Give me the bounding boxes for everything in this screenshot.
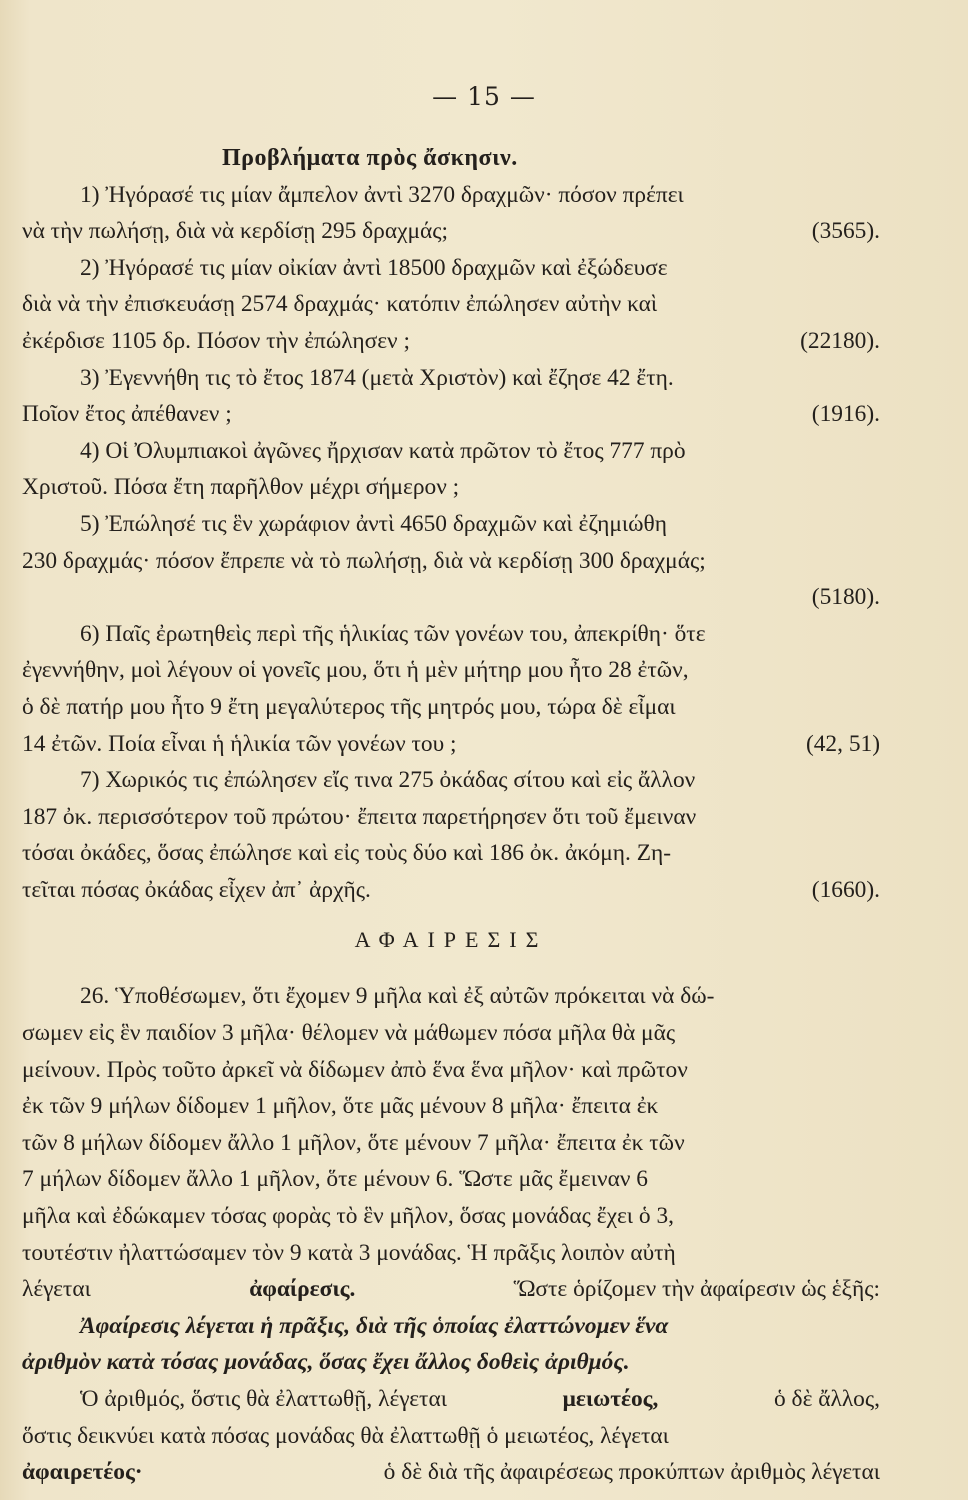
problems-heading-text: Προβλήματα πρὸς ἄσκησιν. [222,145,518,171]
problem-1-line-2: νὰ τὴν πωλήσῃ, διὰ νὰ κερδίσῃ 295 δραχμάς; [22,218,449,245]
problem-2-line-3: ἐκέρδισε 1105 δρ. Πόσον τὴν ἐπώλησεν ; [22,327,410,354]
term-minuend: μειωτέος, [562,1386,659,1412]
text-line [22,177,880,214]
problem-6-line-1: 6) Παῖς ἐρωτηθεὶς περὶ τῆς ἡλικίας τῶν γονέων του, ἀπεκρίθη· ὅτε [80,620,706,647]
page-number: — 15 — [432,82,536,111]
text-line [22,1015,880,1052]
text-line [22,579,880,616]
text-line [22,1088,880,1125]
paragraph-line: 7 μήλων δίδομεν ἄλλο 1 μῆλον, ὅτε μένουν 6. Ὥστε μᾶς ἔμειναν 6 [22,1166,648,1193]
problem-5-line-1: 5) Ἐπώλησέ τις ἓν χωράφιον ἀντὶ 4650 δραχμῶν καὶ ἐζημιώθη [80,510,667,537]
text-line [22,213,880,250]
text-line [22,1418,880,1455]
text-line [22,652,880,689]
problem-2-answer: (22180). [800,327,880,354]
problem-7-line-3: τόσαι ὀκάδες, ὅσας ἐπώλησε καὶ εἰς τοὺς δύο καὶ 186 ὀκ. ἀκόμη. Ζη- [22,840,671,867]
text-line [22,835,880,872]
text-line [22,360,880,397]
page-body [22,140,880,1491]
text-line [22,286,880,323]
text-line [22,1454,880,1491]
section-title [22,914,880,966]
text-line [22,872,880,909]
problem-5-line-2: 230 δραχμάς· πόσον ἔπρεπε νὰ τὸ πωλήσῃ, διὰ νὰ κερδίσῃ 300 δραχμάς; [22,547,706,574]
problem-4-line-1: 4) Οἱ Ὀλυμπιακοὶ ἀγῶνες ἤρχισαν κατὰ πρῶτον τὸ ἔτος 777 πρὸ [80,437,686,464]
problem-7-answer: (1660). [811,876,880,903]
paragraph-line-start: Ὁ ἀριθμός, ὅστις θὰ ἐλαττωθῇ, λέγεται [80,1386,447,1412]
problem-2-line-1: 2) Ἠγόρασέ τις μίαν οἰκίαν ἀντὶ 18500 δραχμῶν καὶ ἐξώδευσε [80,254,668,281]
problem-6-answer: (42, 51) [805,730,880,757]
text-line [22,799,880,836]
text-line [22,689,880,726]
paragraph-line: μῆλα καὶ ἐδώκαμεν τόσας φορὰς τὸ ἓν μῆλον, ὅσας μονάδας ἔχει ὁ 3, [22,1203,675,1230]
paragraph-line: μείνουν. Πρὸς τοῦτο ἀρκεῖ νὰ δίδωμεν ἀπὸ ἕνα ἕνα μῆλον· καὶ πρῶτον [22,1056,688,1083]
text-line [22,616,880,653]
text-line [22,1125,880,1162]
text-line [22,250,880,287]
text-line [22,543,880,580]
paragraph-line: ἐκ τῶν 9 μήλων δίδομεν 1 μῆλον, ὅτε μᾶς μένουν 8 μῆλα· ἔπειτα ἐκ [22,1093,659,1120]
problem-7-line-4: τεῖται πόσας ὀκάδας εἶχεν ἀπ᾿ ἀρχῆς. [22,876,371,903]
paragraph-line-end: Ὥστε ὁρίζομεν τὴν ἀφαίρεσιν ὡς ἑξῆς: [513,1276,880,1303]
text-line [22,1381,880,1418]
problem-6-line-4: 14 ἐτῶν. Ποία εἶναι ἡ ἡλικία τῶν γονέων του ; [22,730,457,757]
section-title-text: ΑΦΑΙΡΕΣΙΣ [354,927,548,953]
paragraph-line: σωμεν εἰς ἓν παιδίον 3 μῆλα· θέλομεν νὰ μάθωμεν πόσα μῆλα θὰ μᾶς [22,1020,676,1047]
paragraph-line: τουτέστιν ἠλαττώσαμεν τὸν 9 κατὰ 3 μονάδας. Ἡ πρᾶξις λοιπὸν αὐτὴ [22,1239,676,1266]
definition-line [22,1308,880,1345]
text-line [22,978,880,1015]
term-subtrahend: ἀφαιρετέος· [22,1459,143,1486]
paragraph-line: ὅστις δεικνύει κατὰ πόσας μονάδας θὰ ἐλαττωθῇ ὁ μειωτέος, λέγεται [22,1422,669,1449]
text-line [22,726,880,763]
problem-3-line-1: 3) Ἐγεννήθη τις τὸ ἔτος 1874 (μετὰ Χριστὸν) καὶ ἔζησε 42 ἔτη. [80,364,674,391]
paragraph-line: τῶν 8 μήλων δίδομεν ἄλλο 1 μῆλον, ὅτε μένουν 7 μῆλα· ἔπειτα ἐκ τῶν [22,1129,685,1156]
text-line [22,1271,880,1308]
text-line [22,469,880,506]
paragraph-line-end: ὁ δὲ διὰ τῆς ἀφαιρέσεως προκύπτων ἀριθμὸς λέγεται [383,1459,880,1486]
problem-7-line-1: 7) Χωρικός τις ἐπώλησεν εἴς τινα 275 ὀκάδας σίτου καὶ εἰς ἄλλον [80,767,696,794]
definition-text-1: Ἀφαίρεσις λέγεται ἡ πρᾶξις, διὰ τῆς ὁποίας ἐλαττώνομεν ἕνα [80,1312,669,1339]
term-subtraction: ἀφαίρεσις. [249,1276,356,1303]
text-line [22,762,880,799]
problem-6-line-2: ἐγεννήθην, μοὶ λέγουν οἱ γονεῖς μου, ὅτι ἡ μὲν μήτηρ μου ἦτο 28 ἐτῶν, [22,657,689,684]
problem-5-answer: (5180). [811,584,880,611]
definition-text-2: ἀριθμὸν κατὰ τόσας μονάδας, ὅσας ἔχει ἄλλος δοθεὶς ἀριθμός. [22,1349,630,1376]
definition-line [22,1344,880,1381]
problem-4-line-2: Χριστοῦ. Πόσα ἔτη παρῆλθον μέχρι σήμερον ; [22,474,460,501]
problem-2-line-2: διὰ νὰ τὴν ἐπισκευάσῃ 2574 δραχμάς· κατόπιν ἐπώλησεν αὐτὴν καὶ [22,291,658,318]
problem-3-answer: (1916). [811,401,880,428]
text-line [22,1235,880,1272]
problem-1-answer: (3565). [811,218,880,245]
paragraph-line: 26. Ὑποθέσωμεν, ὅτι ἔχομεν 9 μῆλα καὶ ἐξ αὐτῶν πρόκειται νὰ δώ- [80,983,715,1010]
text-line [22,1161,880,1198]
problem-1-line-1: 1) Ἠγόρασέ τις μίαν ἄμπελον ἀντὶ 3270 δραχμῶν· πόσον πρέπει [80,181,684,208]
problem-6-line-3: ὁ δὲ πατήρ μου ἦτο 9 ἔτη μεγαλύτερος τῆς μητρός μου, τώρα δὲ εἶμαι [22,693,676,720]
problems-heading [22,140,880,177]
text-line [22,433,880,470]
text-line [22,1198,880,1235]
paragraph-line-end: ὁ δὲ ἄλλος, [774,1386,880,1412]
text-line [22,506,880,543]
problem-3-line-2: Ποῖον ἔτος ἀπέθανεν ; [22,401,232,428]
problem-7-line-2: 187 ὀκ. περισσότερον τοῦ πρώτου· ἔπειτα παρετήρησεν ὅτι τοῦ ἔμειναν [22,803,697,830]
paragraph-line-start: λέγεται [22,1276,91,1303]
text-line [22,323,880,360]
text-line [22,396,880,433]
text-line [22,1052,880,1089]
